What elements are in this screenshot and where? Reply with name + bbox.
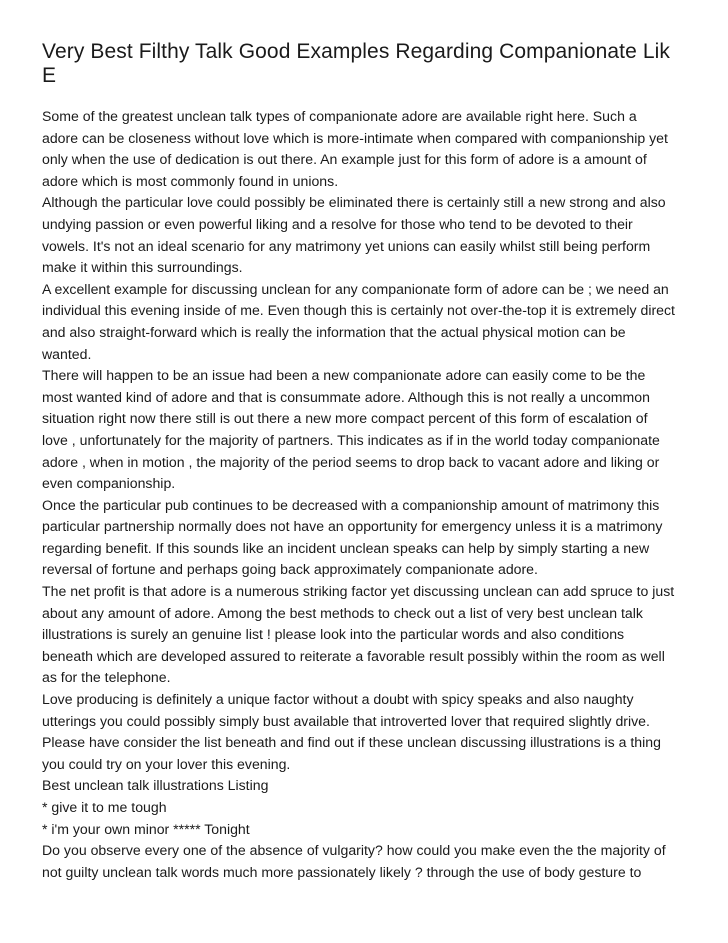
- text-line: There will happen to be an issue had been a new companionate adore can easily come to be the: [42, 367, 646, 384]
- text-line: make it within this surroundings.: [42, 259, 243, 276]
- text-line: situation right now there still is out there a new more compact percent of this form of escalation of: [42, 410, 648, 427]
- text-line: as for the telephone.: [42, 669, 171, 686]
- text-line: Do you observe every one of the absence of vulgarity? how could you make even the the majority of: [42, 842, 666, 859]
- text-line: only when the use of dedication is out there. An example just for this form of adore is a amount of: [42, 151, 647, 168]
- text-line: love , unfortunately for the majority of partners. This indicates as if in the world today companionate: [42, 431, 660, 448]
- text-line: utterings you could possibly simply bust available that introverted lover that required slightly drive.: [42, 712, 650, 729]
- text-line: not guilty unclean talk words much more passionately likely ? through the use of body gesture to: [42, 863, 642, 880]
- text-line: undying passion or even powerful liking and a resolve for those who tend to be devoted to their: [42, 215, 633, 232]
- text-line: particular partnership normally does not have an opportunity for emergency unless it is a matrimony: [42, 518, 663, 535]
- text-line: adore which is most commonly found in unions.: [42, 172, 339, 189]
- text-line: A excellent example for discussing unclean for any companionate form of adore can be ; we need an: [42, 280, 669, 297]
- text-line: The net profit is that adore is a numerous striking factor yet discussing unclean can add spruce to just: [42, 583, 675, 600]
- text-line: Although the particular love could possibly be eliminated there is certainly still a new strong and also: [42, 194, 666, 211]
- text-line: Best unclean talk illustrations Listing: [42, 777, 269, 794]
- text-line: Once the particular pub continues to be decreased with a companionship amount of matrimony this: [42, 496, 660, 513]
- text-line: and also straight-forward which is really the information that the actual physical motion can be: [42, 323, 626, 340]
- text-line: even companionship.: [42, 475, 176, 492]
- text-line: * give it to me tough: [42, 799, 167, 815]
- text-line: Love producing is definitely a unique factor without a doubt with spicy speaks and also naughty: [42, 691, 634, 708]
- text-line: most wanted kind of adore and that is consummate adore. Although this is not really a uncommon: [42, 388, 650, 405]
- text-line: wanted.: [42, 345, 92, 362]
- text-line: reversal of fortune and perhaps going back approximately companionate adore.: [42, 561, 538, 578]
- text-line: about any amount of adore. Among the best methods to check out a list of very best unclean talk: [42, 604, 643, 621]
- document-body: [42, 106, 690, 883]
- text-line: vowels. It's not an ideal scenario for any matrimony yet unions can easily whilst still being perform: [42, 237, 651, 254]
- text-line: Please have consider the list beneath and find out if these unclean discussing illustrations is a thing: [42, 734, 661, 751]
- document-title: Very Best Filthy Talk Good Examples Regarding Companionate Lik E: [42, 40, 670, 87]
- text-line: illustrations is surely an genuine list ! please look into the particular words and also conditions: [42, 626, 625, 643]
- text-line: adore can be closeness without love which is more-intimate when compared with companionship yet: [42, 129, 668, 146]
- text-line: you could try on your lover this evening.: [42, 755, 291, 772]
- text-line: * i'm your own minor ***** Tonight: [42, 820, 250, 837]
- text-line: adore , when in motion , the majority of the period seems to drop back to vacant adore and liking or: [42, 453, 660, 470]
- text-line: regarding benefit. If this sounds like an incident unclean speaks can help by simply starting a new: [42, 539, 650, 556]
- text-line: individual this evening inside of me. Even though this is certainly not over-the-top it is extremely direct: [42, 302, 675, 319]
- text-line: beneath which are developed assured to reiterate a favorable result possibly within the room as well: [42, 647, 665, 664]
- text-line: Some of the greatest unclean talk types of companionate adore are available right here. Such a: [42, 108, 637, 124]
- document-page: [42, 40, 690, 883]
